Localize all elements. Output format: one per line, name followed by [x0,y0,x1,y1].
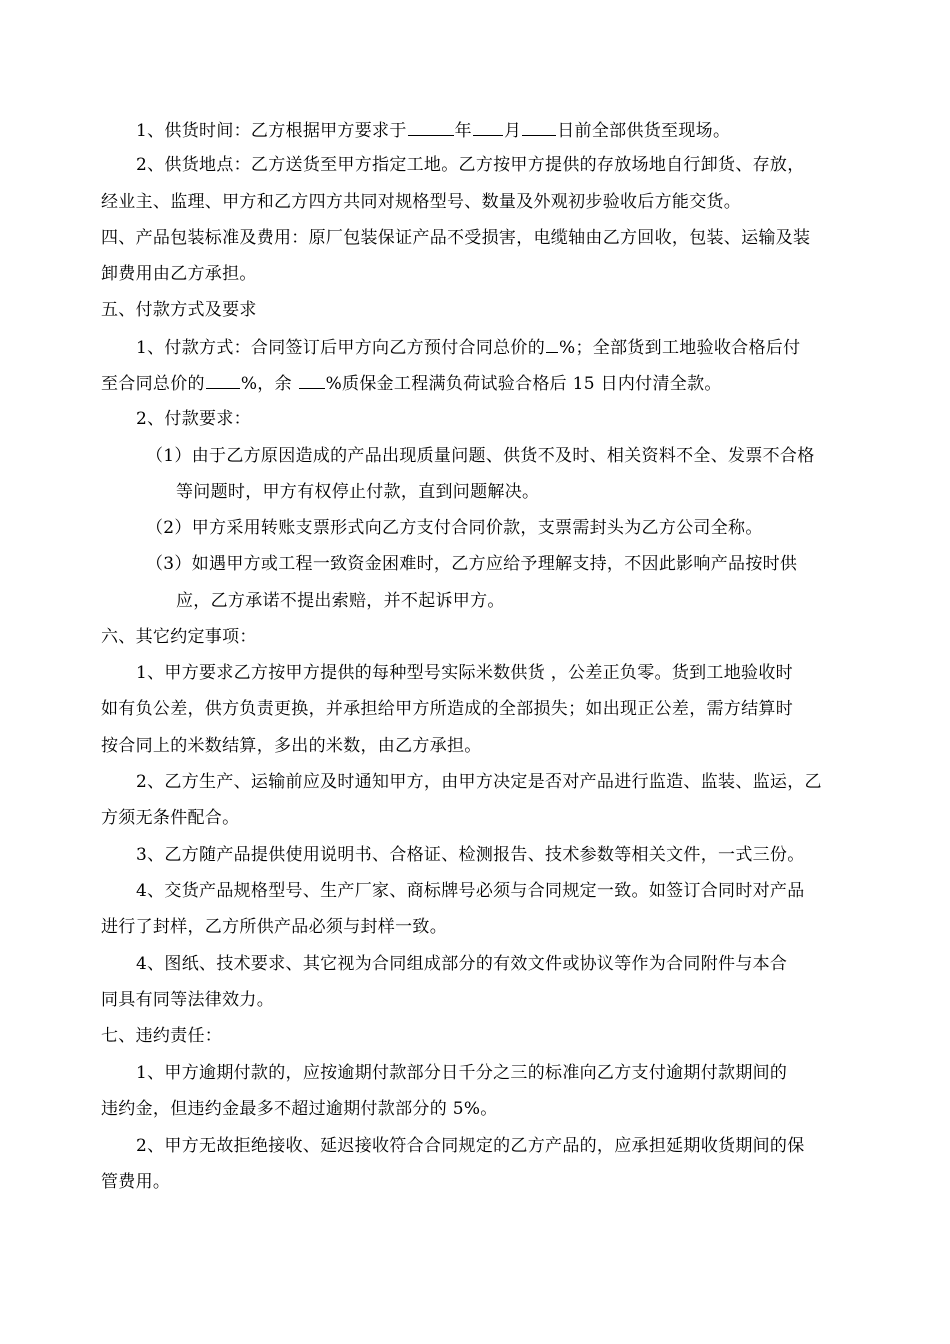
line-text: 按合同上的米数结算，多出的米数，由乙方承担。 [101,736,482,756]
line-text: 4、图纸、技术要求、其它视为合同组成部分的有效文件或协议等作为合同附件与本合 [136,954,788,974]
line-text: 方须无条件配合。 [101,808,240,828]
line-text: 等问题时，甲方有权停止付款，直到问题解决。 [176,482,540,502]
line-text: %；全部货到工地验收合格后付 [559,338,801,358]
document-line [136,952,787,976]
document-line [101,697,793,721]
fill-in-blank [522,118,556,136]
line-text: 经业主、监理、甲方和乙方四方共同对规格型号、数量及外观初步验收后方能交货。 [101,192,742,212]
document-line [101,625,257,649]
line-text: 应，乙方承诺不提出索赔，并不起诉甲方。 [176,591,505,611]
document-line [136,1061,787,1085]
line-text: 2、付款要求： [136,409,251,429]
line-text: 2、乙方生产、运输前应及时通知甲方，由甲方决定是否对产品进行监造、监装、监运，乙 [136,772,822,792]
document-line [176,589,505,613]
line-text: 月 [503,121,522,141]
fill-in-blank [299,371,325,389]
document-line [101,915,447,939]
line-text: 同具有同等法律效力。 [101,990,274,1010]
document-line [101,226,810,250]
document-line [146,552,797,576]
line-text: 年 [454,121,472,141]
line-text: 违约金，但违约金最多不超过逾期付款部分的 5%。 [101,1099,498,1119]
line-text: 1、甲方要求乙方按甲方提供的每种型号实际米数供货 ，公差正负零。货到工地验收时 [136,663,793,683]
fill-in-blank [473,118,503,136]
line-text: （1）由于乙方原因造成的产品出现质量问题、供货不及时、相关资料不全、发票不合格 [146,446,815,466]
document-line [136,407,251,431]
document-line [101,1097,498,1121]
fill-in-blank [408,118,454,136]
line-text: （2）甲方采用转账支票形式向乙方支付合同价款，支票需封头为乙方公司全称。 [146,518,763,538]
document-line [146,444,815,468]
document-line [136,770,822,794]
document-line [136,118,730,142]
line-text: 四、产品包装标准及费用：原厂包装保证产品不受损害，电缆轴由乙方回收，包装、运输及装 [101,228,811,248]
document-line [136,879,805,903]
line-text: 2、供货地点：乙方送货至甲方指定工地。乙方按甲方提供的存放场地自行卸货、存放， [136,155,805,175]
fill-in-blank [206,371,240,389]
line-text: 3、乙方随产品提供使用说明书、合格证、检测报告、技术参数等相关文件，一式三份。 [136,845,805,865]
document-line [101,298,257,322]
document-line [101,734,482,758]
line-text: 4、交货产品规格型号、生产厂家、商标牌号必须与合同规定一致。如签订合同时对产品 [136,881,805,901]
document-line [136,153,805,177]
line-text: 进行了封样，乙方所供产品必须与封样一致。 [101,917,447,937]
document-line [136,335,800,359]
document-line [136,843,805,867]
line-text: 日前全部供货至现场。 [557,121,731,141]
document-line [101,988,274,1012]
document-line [101,190,741,214]
document-line [101,1170,170,1194]
line-text: 七、违约责任： [101,1026,223,1046]
line-text: 如有负公差，供方负责更换，并承担给甲方所造成的全部损失；如出现正公差，需方结算时 [101,699,793,719]
document-line [101,371,722,395]
line-text: 六、其它约定事项： [101,627,257,647]
line-text: %质保金工程满负荷试验合格后 15 日内付清全款。 [325,374,722,394]
document-line [101,1024,222,1048]
line-text: 至合同总价的 [101,374,205,394]
line-text: 1、付款方式：合同签订后甲方向乙方预付合同总价的 [136,338,546,358]
line-text: 1、甲方逾期付款的，应按逾期付款部分日千分之三的标准向乙方支付逾期付款期间的 [136,1063,788,1083]
line-text: 2、甲方无故拒绝接收、延迟接收符合合同规定的乙方产品的，应承担延期收货期间的保 [136,1136,805,1156]
document-line [101,262,257,286]
line-text: %，余 [240,374,298,394]
document-line [176,480,539,504]
document-line [136,1134,805,1158]
line-text: （3）如遇甲方或工程一致资金困难时，乙方应给予理解支持，不因此影响产品按时供 [146,554,798,574]
line-text: 管费用。 [101,1172,171,1192]
line-text: 卸费用由乙方承担。 [101,264,257,284]
fill-in-blank [546,335,558,353]
line-text: 1、供货时间：乙方根据甲方要求于 [136,121,407,141]
document-line [101,806,239,830]
document-line [146,516,763,540]
line-text: 五、付款方式及要求 [101,300,257,320]
document-line [136,661,793,685]
